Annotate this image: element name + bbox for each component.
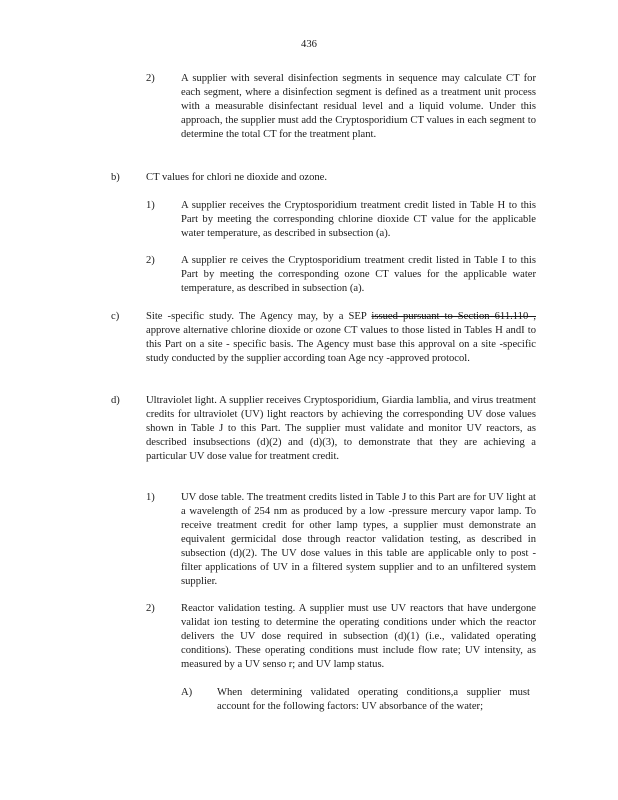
paragraph-text: CT values for chlori ne dioxide and ozone.: [146, 172, 328, 183]
paragraph-marker: d): [111, 395, 120, 406]
paragraph-text: A supplier receives the Cryptosporidium treatment credit listed in Table H to this Part by meeting the corresponding chlorine dioxide CT value for the applicable water temperature, as described in subsection (a).: [181, 200, 536, 239]
paragraph-text: A supplier with several disinfection segments in sequence may calculate CT for each segment, where a disinfection segment is defined as a treatment unit process with a measurable disinfectant residual level and a liquid volume. Under this approach, the supplier must add the Cryptosporidium CT values in each segment to determine the total CT for the treatment plant.: [181, 73, 536, 140]
paragraph-marker: 2): [146, 73, 155, 84]
text-before-deletion: Site -specific study. The Agency may, by a SEP: [146, 311, 372, 322]
paragraph-marker: 1): [146, 492, 155, 503]
paragraph-marker: A): [181, 687, 193, 698]
paragraph-text: Reactor validation testing. A supplier must use UV reactors that have undergone validat ion testing to determine the operating conditions under which the reactor delivers the UV dose required in subsection (d)(1) (i.e., validated operating conditions). These operating conditions must include flow rate; UV intensity, as measured by a UV senso r; and UV lamp status.: [181, 603, 536, 670]
paragraph-text: [146, 310, 536, 366]
paragraph-text: When determining validated operating conditions,a supplier must account for the following factors: UV absorbance of the water;: [217, 687, 530, 712]
deleted-text: issued pursuant to Section 611.110 ,: [371, 311, 536, 322]
paragraph-marker: 2): [146, 603, 155, 614]
paragraph-marker: 2): [146, 255, 155, 266]
paragraph-text: Ultraviolet light. A supplier receives Cryptosporidium, Giardia lamblia, and virus treatment credits for ultraviolet (UV) light reactors by achieving the corresponding UV dose values shown in Table J to this Part. The supplier must validate and monitor UV reactors, as described insubsections (d)(2) and (d)(3), to demonstrate that they are achieving a particular UV dose value for treatment credit.: [146, 395, 536, 462]
text-after-deletion: approve alternative chlorine dioxide or ozone CT values to those listed in Tables H andI to this Part on a site - specific basis. The Agency must base this approval on a site -specific study conducted by the supplier according toan Age ncy -approved protocol.: [146, 325, 536, 364]
paragraph-marker: c): [111, 311, 120, 322]
paragraph-marker: b): [111, 172, 120, 183]
paragraph-marker: 1): [146, 200, 155, 211]
page-number: 436: [301, 39, 317, 50]
paragraph-text: UV dose table. The treatment credits listed in Table J to this Part are for UV light at a wavelength of 254 nm as produced by a low -pressure mercury vapor lamp. To receive treatment credit for other lamp types, a supplier must demonstrate an equivalent germicidal dose through reactor validation testing, as described in subsection (d)(2). The UV dose values in this table are applicable only to post -filter applications of UV in a filtered system supplier and to an unfiltered system supplier.: [181, 492, 536, 587]
paragraph-text: A supplier re ceives the Cryptosporidium treatment credit listed in Table I to this Part by meeting the corresponding ozone CT values for the applicable water temperature, as described in subsection (a).: [181, 255, 536, 294]
